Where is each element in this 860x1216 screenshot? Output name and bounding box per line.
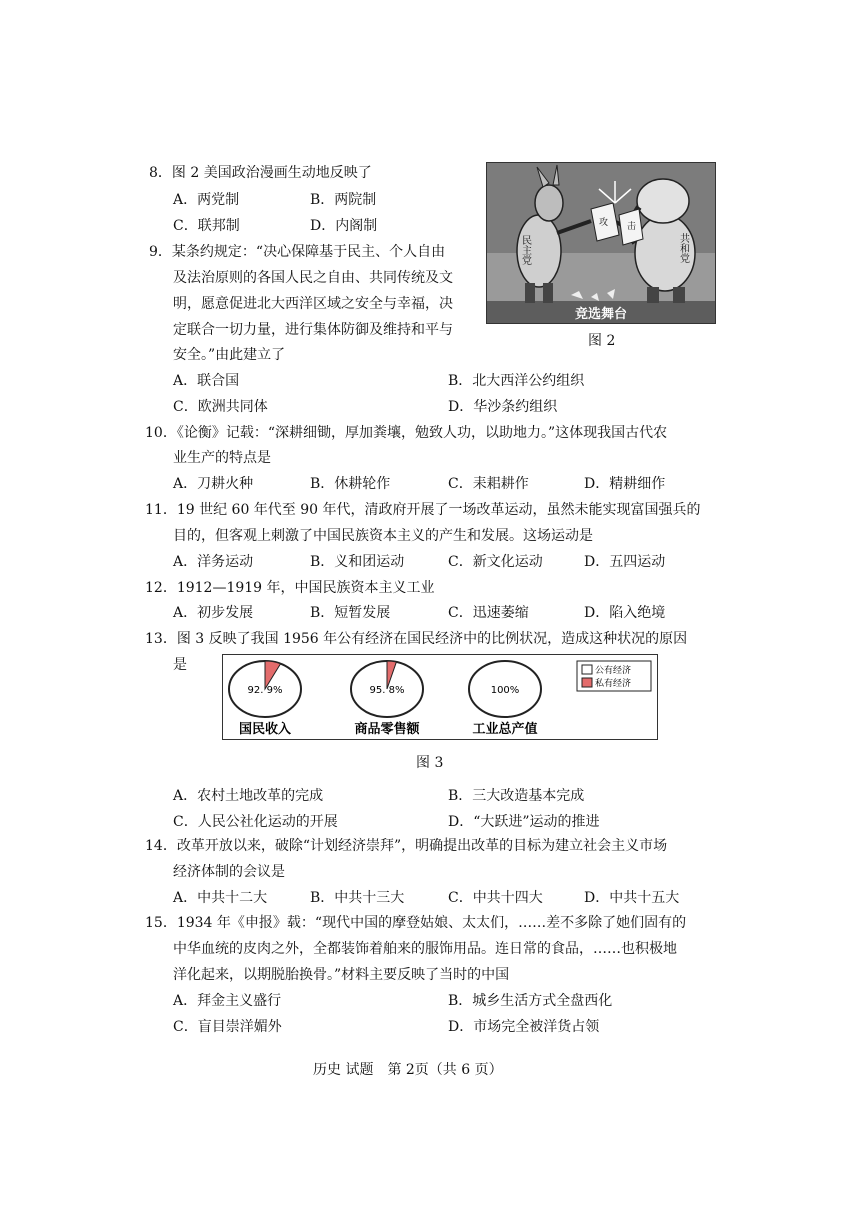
q10-option-c[interactable]: C．耒耜耕作 xyxy=(448,476,529,492)
paper-left-text: 攻 xyxy=(599,218,609,228)
paper-right-text: 击 xyxy=(627,222,637,232)
q15-line-2: 中华血统的皮肉之外，全都装饰着舶来的服饰用品。连日常的食品，……也积极地 xyxy=(173,941,677,957)
legend-label-2: 私有经济 xyxy=(595,679,632,689)
q10-option-a[interactable]: A．刀耕火种 xyxy=(173,476,254,492)
figure3-svg xyxy=(223,655,657,739)
q9-option-c[interactable]: C．欧洲共同体 xyxy=(173,399,268,415)
q13-option-b[interactable]: B．三大改造基本完成 xyxy=(448,788,585,804)
q11-option-a[interactable]: A．洋务运动 xyxy=(173,554,254,570)
q15-option-b[interactable]: B．城乡生活方式全盘西化 xyxy=(448,993,613,1009)
figure3-caption: 图 3 xyxy=(416,755,444,771)
q11-line-2: 目的，但客观上刺激了中国民族资本主义的产生和发展。这场运动是 xyxy=(173,528,593,544)
q8-option-c[interactable]: C．联邦制 xyxy=(173,218,240,234)
q10-option-b[interactable]: B．休耕轮作 xyxy=(310,476,391,492)
q9-option-d[interactable]: D．华沙条约组织 xyxy=(448,399,558,415)
q11-option-b[interactable]: B．义和团运动 xyxy=(310,554,405,570)
q8-stem: 8．图 2 美国政治漫画生动地反映了 xyxy=(149,165,372,181)
q11-option-d[interactable]: D．五四运动 xyxy=(584,554,666,570)
q14-option-b[interactable]: B．中共十三大 xyxy=(310,890,405,906)
q10-line-1: 10．《论衡》记载：“深耕细锄，厚加粪壤，勉致人功，以助地力。”这体现我国古代农 xyxy=(145,425,668,441)
q12-option-a[interactable]: A．初步发展 xyxy=(173,605,254,621)
legend-swatch-1 xyxy=(582,665,592,674)
q15-line-3: 洋化起来，以期脱胎换骨。”材料主要反映了当时的中国 xyxy=(173,967,510,983)
q14-option-c[interactable]: C．中共十四大 xyxy=(448,890,543,906)
q15-option-d[interactable]: D．市场完全被洋货占领 xyxy=(448,1019,600,1035)
q9-line-2: 及法治原则的各国人民之自由、共同传统及文 xyxy=(173,270,453,286)
pie-3-value-label: 100% xyxy=(490,685,520,696)
elephant-label: 共和党 xyxy=(677,233,689,263)
legend-label-1: 公有经济 xyxy=(595,666,632,676)
donkey-label: 民主党 xyxy=(519,235,531,265)
q12-option-c[interactable]: C．迅速萎缩 xyxy=(448,605,529,621)
q10-line-2: 业生产的特点是 xyxy=(173,450,271,466)
q10-option-d[interactable]: D．精耕细作 xyxy=(584,476,666,492)
figure2-cartoon xyxy=(486,162,716,324)
q14-line-1: 14．改革开放以来，破除“计划经济崇拜”，明确提出改革的目标为建立社会主义市场 xyxy=(145,838,668,854)
figure3-chart xyxy=(222,654,658,740)
q13-line-2: 是 xyxy=(173,657,187,673)
pie-2-category-label: 商品零售额 xyxy=(354,722,420,737)
q13-option-c[interactable]: C．人民公社化运动的开展 xyxy=(173,814,338,830)
q12-option-b[interactable]: B．短暂发展 xyxy=(310,605,391,621)
figure2-caption: 图 2 xyxy=(588,333,616,349)
q15-option-c[interactable]: C．盲目崇洋媚外 xyxy=(173,1019,282,1035)
stage-banner: 竞选舞台 xyxy=(574,307,628,322)
q11-line-1: 11．19 世纪 60 年代至 90 年代，清政府开展了一场改革运动，虽然未能实现富国强兵的 xyxy=(145,502,701,518)
legend-swatch-2 xyxy=(582,678,592,687)
q9-line-1: 9．某条约规定：“决心保障基于民主、个人自由 xyxy=(149,244,446,260)
q14-line-2: 经济体制的会议是 xyxy=(173,864,285,880)
q9-option-a[interactable]: A．联合国 xyxy=(173,373,240,389)
q8-option-d[interactable]: D．内阁制 xyxy=(310,218,378,234)
page-footer: 历史 试题 第 2页（共 6 页） xyxy=(313,1062,503,1078)
q13-line-1: 13．图 3 反映了我国 1956 年公有经济在国民经济中的比例状况，造成这种状况的原因 xyxy=(145,631,688,647)
q8-option-a[interactable]: A．两党制 xyxy=(173,192,240,208)
q9-option-b[interactable]: B．北大西洋公约组织 xyxy=(448,373,585,389)
q13-option-a[interactable]: A．农村土地改革的完成 xyxy=(173,788,324,804)
q15-option-a[interactable]: A．拜金主义盛行 xyxy=(173,993,282,1009)
q13-option-d[interactable]: D．“大跃进”运动的推进 xyxy=(448,814,600,830)
pie-3-category-label: 工业总产值 xyxy=(472,722,538,737)
q12-line-1: 12．1912—1919 年，中国民族资本主义工业 xyxy=(145,580,435,596)
q8-option-b[interactable]: B．两院制 xyxy=(310,192,377,208)
pie-2-value-label: 95. 8% xyxy=(369,685,405,696)
q9-line-3: 明，愿意促进北大西洋区域之安全与幸福，决 xyxy=(173,296,453,312)
q12-option-d[interactable]: D．陷入绝境 xyxy=(584,605,666,621)
q15-line-1: 15．1934 年《申报》载：“现代中国的摩登姑娘、太太们，……差不多除了她们固有的 xyxy=(145,915,687,931)
q11-option-c[interactable]: C．新文化运动 xyxy=(448,554,543,570)
q9-line-4: 定联合一切力量，进行集体防御及维持和平与 xyxy=(173,322,453,338)
q14-option-d[interactable]: D．中共十五大 xyxy=(584,890,680,906)
q9-line-5: 安全。”由此建立了 xyxy=(173,347,286,363)
pie-1-category-label: 国民收入 xyxy=(238,722,292,737)
q14-option-a[interactable]: A．中共十二大 xyxy=(173,890,268,906)
pie-1-value-label: 92. 9% xyxy=(247,685,283,696)
